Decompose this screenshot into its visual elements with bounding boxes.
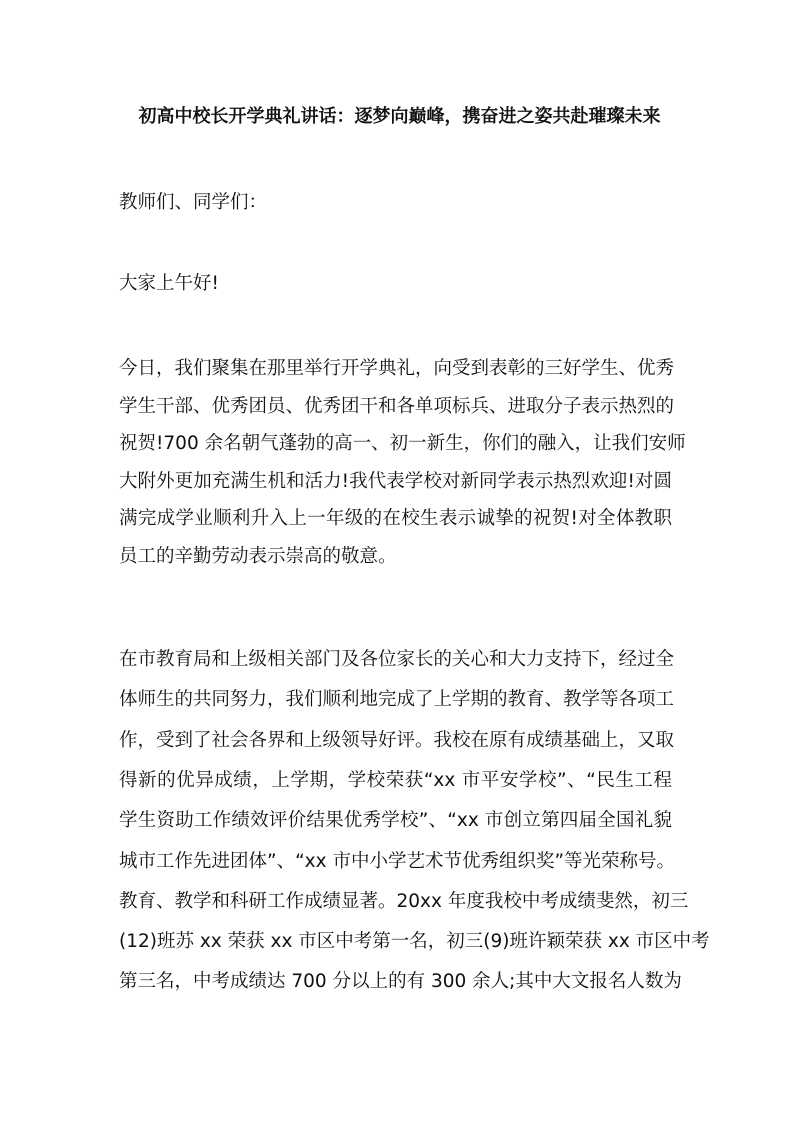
paragraph-line: 教育、教学和科研工作成绩显著。20xx 年度我校中考成绩斐然，初三 xyxy=(119,890,689,912)
document-title: 初高中校长开学典礼讲话：逐梦向巅峰，携奋进之姿共赴璀璨未来 xyxy=(138,106,661,127)
paragraph-line: 员工的辛勤劳动表示崇高的敬意。 xyxy=(119,545,397,567)
paragraph-line: 在市教育局和上级相关部门及各位家长的关心和大力支持下，经过全 xyxy=(119,649,675,670)
paragraph-line: 得新的优异成绩，上学期，学校荣获“xx 市平安学校”、“民生工程 xyxy=(119,769,672,791)
paragraph-line: 大附外更加充满生机和活力!我代表学校对新同学表示热烈欢迎!对圆 xyxy=(119,470,672,492)
paragraph-line: 学生干部、优秀团员、优秀团干和各单项标兵、进取分子表示热烈的 xyxy=(119,395,675,417)
paragraph-line: 第三名，中考成绩达 700 分以上的有 300 余人;其中大文报名人数为 xyxy=(119,971,682,993)
paragraph-line: (12)班苏 xx 荣获 xx 市区中考第一名，初三(9)班许颖荣获 xx 市区中考 xyxy=(119,931,710,953)
salutation: 教师们、同学们： xyxy=(119,192,268,213)
paragraph-line: 城市工作先进团体”、“xx 市中小学艺术节优秀组织奖”等光荣称号。 xyxy=(119,850,676,872)
paragraph-line: 满完成学业顺利升入上一年级的在校生表示诚挚的祝贺!对全体教职 xyxy=(119,508,672,529)
paragraph-line: 学生资助工作绩效评价结果优秀学校”、“xx 市创立第四届全国礼貌 xyxy=(119,810,672,832)
paragraph-line: 祝贺!700 余名朝气蓬勃的高一、初一新生，你们的融入，让我们安师 xyxy=(119,433,686,454)
paragraph-line: 作，受到了社会各界和上级领导好评。我校在原有成绩基础上，又取 xyxy=(119,729,675,751)
paragraph-line: 体师生的共同努力，我们顺利地完成了上学期的教育、教学等各项工 xyxy=(119,689,675,711)
paragraph-line: 今日，我们聚集在那里举行开学典礼，向受到表彰的三好学生、优秀 xyxy=(119,358,675,379)
greeting: 大家上午好! xyxy=(119,273,219,294)
